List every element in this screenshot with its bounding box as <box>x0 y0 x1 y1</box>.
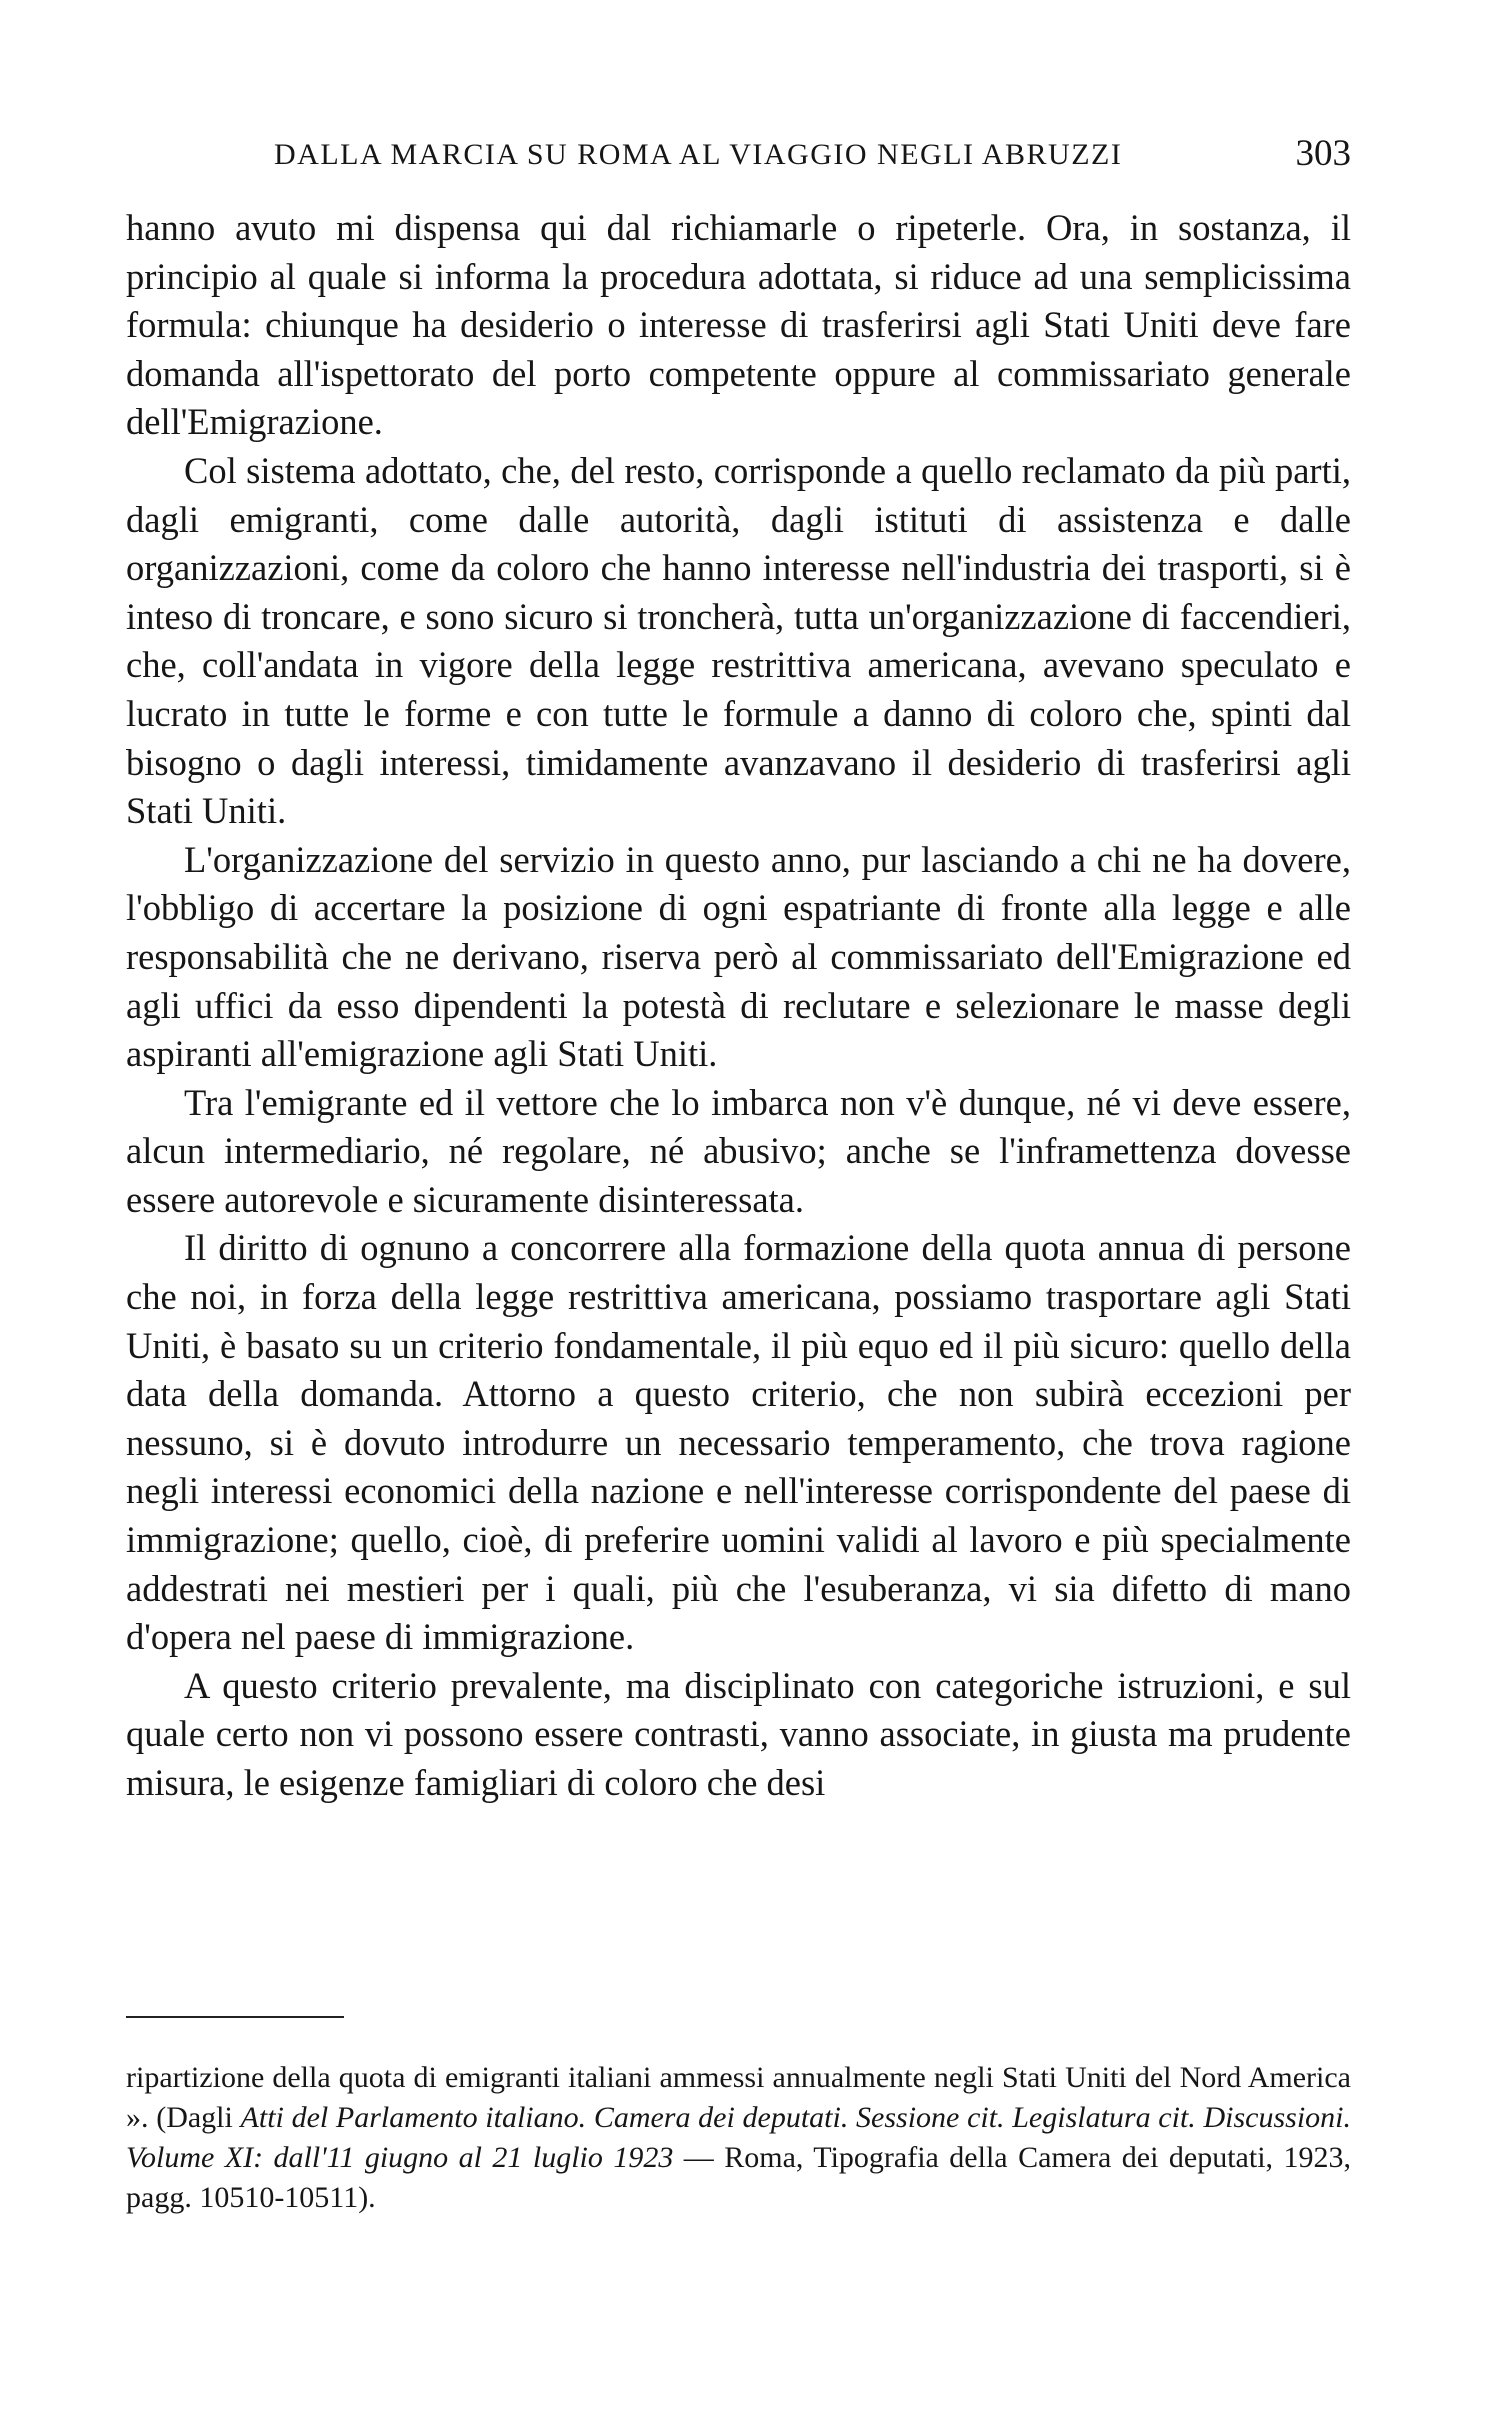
body-text <box>126 204 1351 1808</box>
running-head <box>270 130 1351 180</box>
running-title: DALLA MARCIA SU ROMA AL VIAGGIO NEGLI ABRUZZI <box>274 138 1123 171</box>
footnote-text-plain: ripartizione della quota di emigranti italiani ammessi annualmente negli Stati Uniti del Nord America ». (Dagli <box>126 2061 1351 2134</box>
paragraph: Tra l'emigrante ed il vettore che lo imbarca non v'è dunque, né vi deve essere, alcun intermediario, né regolare, né abusivo; anche se l'inframettenza dovesse essere autorevole e sicuramente disinteressata. <box>126 1081 1351 1220</box>
paragraph: hanno avuto mi dispensa qui dal richiamarle o ripeterle. Ora, in sostanza, il principio al quale si informa la procedura adottata, si riduce ad una semplicissima formula: chiunque ha desiderio o interesse di trasferirsi agli Stati Uniti deve fare domanda all'ispettorato del porto competente oppure al commissariato generale dell'Emigrazione. <box>126 207 1351 443</box>
footnote-text-plain: — Roma, Tipografia della Camera dei deputati, 1923, pagg. 10510-10511). <box>126 2141 1351 2214</box>
paragraph: L'organizzazione del servizio in questo anno, pur lasciando a chi ne ha dovere, l'obbligo di accertare la posizione di ogni espatriante di fronte alla legge e alle responsabilità che ne derivano, riserva però al commissariato dell'Emigrazione ed agli uffici da esso dipendenti la potestà di reclutare e selezionare le masse degli aspiranti all'emigrazione agli Stati Uniti. <box>126 838 1351 1075</box>
paragraph: Il diritto di ognuno a concorrere alla formazione della quota annua di persone che noi, in forza della legge restrittiva americana, possiamo trasportare agli Stati Uniti, è basato su un criterio fondamentale, il più equo ed il più sicuro: quello della data della domanda. Attorno a questo criterio, che non subirà eccezioni per nessuno, si è dovuto introdurre un necessario temperamento, che trova ragione negli interessi economici della nazione e nell'interesse corrispondente del paese di immigrazione; quello, cioè, di preferire uomini validi al lavoro e più specialmente addestrati nei mestieri per i quali, più che l'esuberanza, vi sia difetto di mano d'opera nel paese di immigrazione. <box>126 1227 1351 1658</box>
footnote <box>126 2058 1351 2218</box>
footnote-citation-italic: Atti del Parlamento italiano. Camera dei deputati. Sessione cit. Legislatura cit. Discussioni. Volume XI: dall'11 giugno al 21 luglio 1923 <box>126 2101 1351 2174</box>
footnote-divider <box>126 2016 344 2018</box>
paragraph: A questo criterio prevalente, ma disciplinato con categoriche istruzioni, e sul quale certo non vi possono essere contrasti, vanno associate, in giusta ma prudente misura, le esigenze famigliari di coloro che desi <box>126 1664 1351 1803</box>
footnote-text <box>126 2058 1351 2218</box>
page-number: 303 <box>1295 133 1351 174</box>
paragraph: Col sistema adottato, che, del resto, corrisponde a quello reclamato da più parti, dagli emigranti, come dalle autorità, dagli istituti di assistenza e dalle organizzazioni, come da coloro che hanno interesse nell'industria dei trasporti, si è inteso di troncare, e sono sicuro si troncherà, tutta un'organizzazione di faccendieri, che, coll'andata in vigore della legge restrittiva americana, avevano speculato e lucrato in tutte le forme e con tutte le formule a danno di coloro che, spinti dal bisogno o dagli interessi, timidamente avanzavano il desiderio di trasferirsi agli Stati Uniti. <box>126 449 1351 832</box>
